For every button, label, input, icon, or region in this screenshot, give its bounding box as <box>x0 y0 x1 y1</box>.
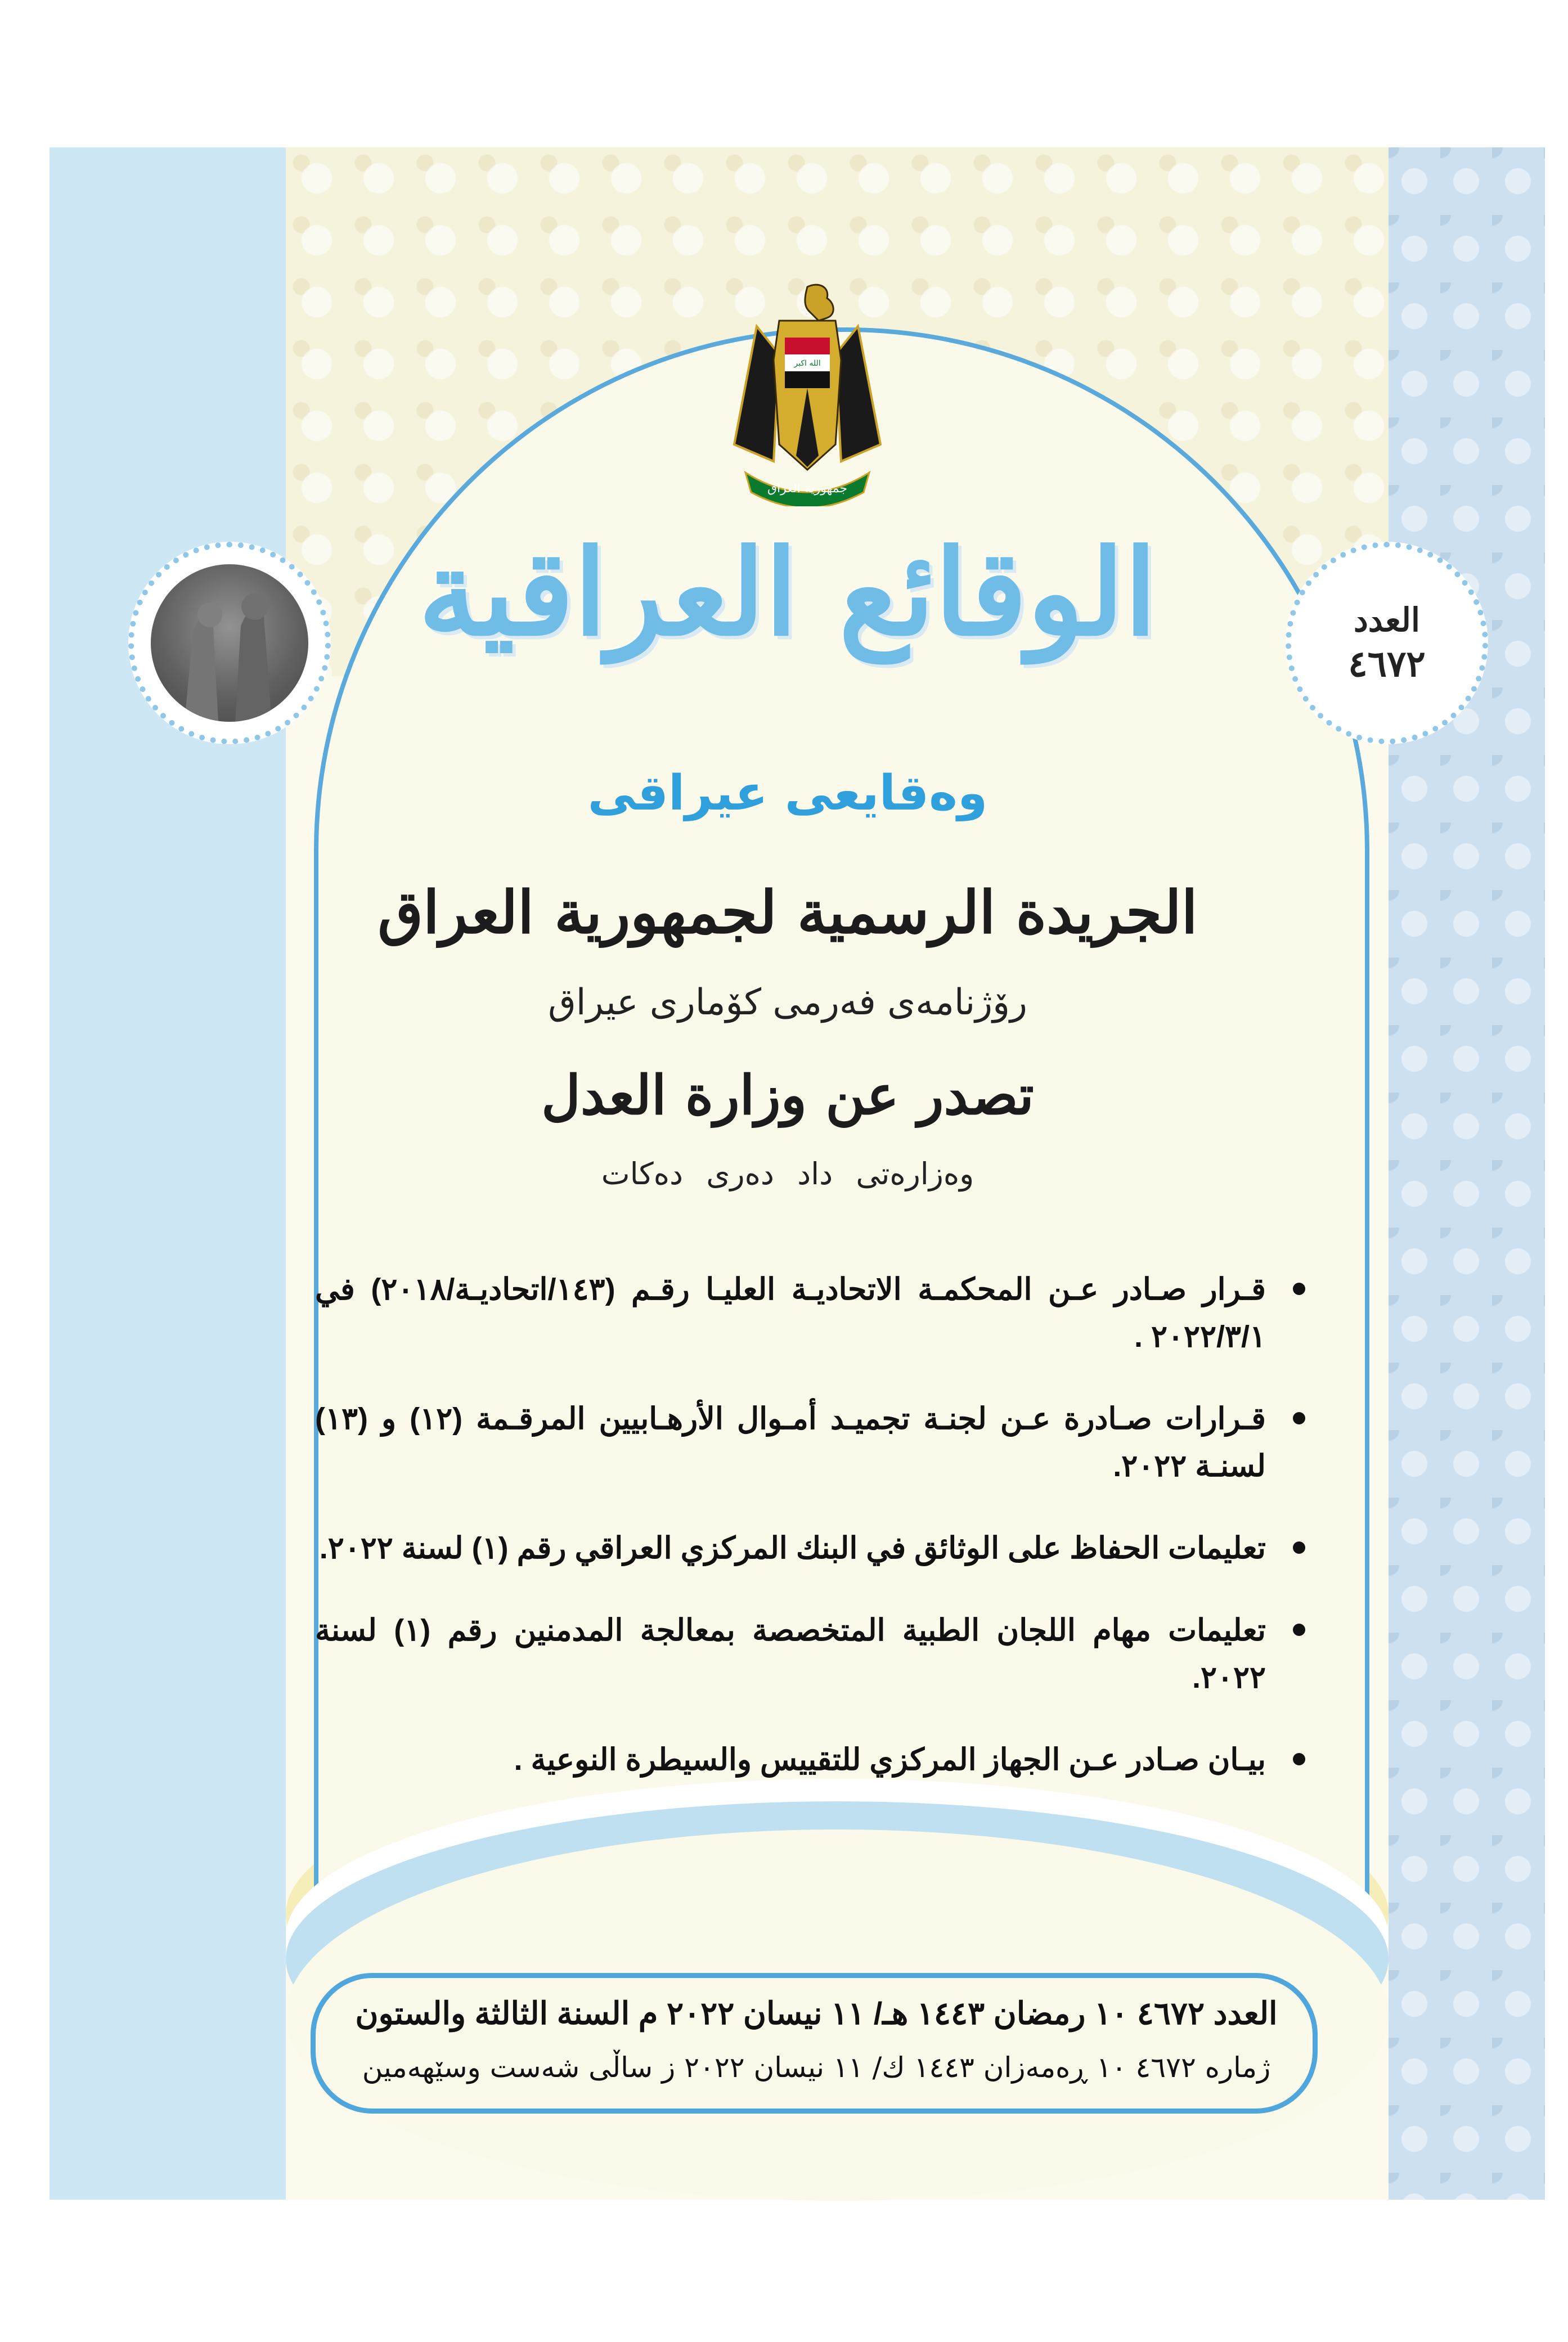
list-item-text: قـرار صـادر عـن المحكمـة الاتحاديـة العليـا رقـم (١٤٣/اتحاديـة/٢٠١٨) في ٢٠٢٢/٣/١ . <box>315 1273 1266 1354</box>
list-item-text: تعليمات مهام اللجان الطبية المتخصصة بمعالجة المدمنين رقم (١) لسنة ٢٠٢٢. <box>315 1613 1266 1694</box>
list-item <box>315 1395 1305 1490</box>
list-item <box>315 1525 1305 1572</box>
left-blue-strip <box>50 147 286 2200</box>
hammurabi-medallion <box>128 542 331 744</box>
issue-label: العدد <box>1353 601 1421 639</box>
gazette-title-kurdish: وەقایعی عیراقی <box>587 765 988 821</box>
official-gazette-arabic: الجريدة الرسمية لجمهورية العراق <box>378 878 1198 947</box>
contents-list <box>315 1266 1305 1818</box>
official-gazette-kurdish: رۆژنامەی فەرمی کۆماری عیراق <box>548 982 1027 1023</box>
gazette-title: الوقائع العراقية <box>418 523 1157 662</box>
list-item-text: بيـان صـادر عـن الجهاز المركزي للتقييس والسيطرة النوعية . <box>514 1743 1266 1777</box>
issue-footer-box <box>311 1973 1318 2114</box>
list-item-text: تعليمات الحفاظ على الوثائق في البنك المركزي العراقي رقم (١) لسنة ٢٠٢٢. <box>319 1531 1266 1565</box>
bullet-icon <box>1293 1753 1305 1765</box>
list-item <box>315 1736 1305 1783</box>
eagle-emblem-icon <box>723 276 892 506</box>
bullet-icon <box>1293 1412 1305 1424</box>
issue-number: ٤٦٧٢ <box>1348 643 1426 685</box>
issued-by-kurdish: وەزارەتی داد دەری دەکات <box>601 1156 974 1192</box>
flag-text: الله اكبر <box>794 359 821 368</box>
list-item <box>315 1607 1305 1701</box>
right-patterned-strip <box>1389 147 1545 2200</box>
list-item <box>315 1266 1305 1360</box>
hammurabi-stele-image <box>151 564 308 722</box>
issued-by-arabic: تصدر عن وزارة العدل <box>541 1063 1034 1127</box>
footer-line-kurdish: ژمارە ٤٦٧٢ ١٠ ڕەمەزان ١٤٤٣ ك/ ١١ نيسان ٢٠٢٢ ز ساڵی شەست وسێهەمین <box>362 2051 1271 2084</box>
bullet-icon <box>1293 1624 1305 1636</box>
emblem-caption: جمهورية العراق <box>767 482 848 496</box>
issue-number-badge <box>1286 542 1488 744</box>
list-item-text: قـرارات صـادرة عـن لجنـة تجميـد أمـوال الأرهـابيين المرقـمة (١٢) و (١٣) لسنـة ٢٠٢٢. <box>315 1402 1266 1483</box>
footer-line-arabic: العدد ٤٦٧٢ ١٠ رمضان ١٤٤٣ هـ/ ١١ نيسان ٢٠٢٢ م السنة الثالثة والستون <box>355 1995 1278 2031</box>
bullet-icon <box>1293 1283 1305 1295</box>
bullet-icon <box>1293 1541 1305 1554</box>
